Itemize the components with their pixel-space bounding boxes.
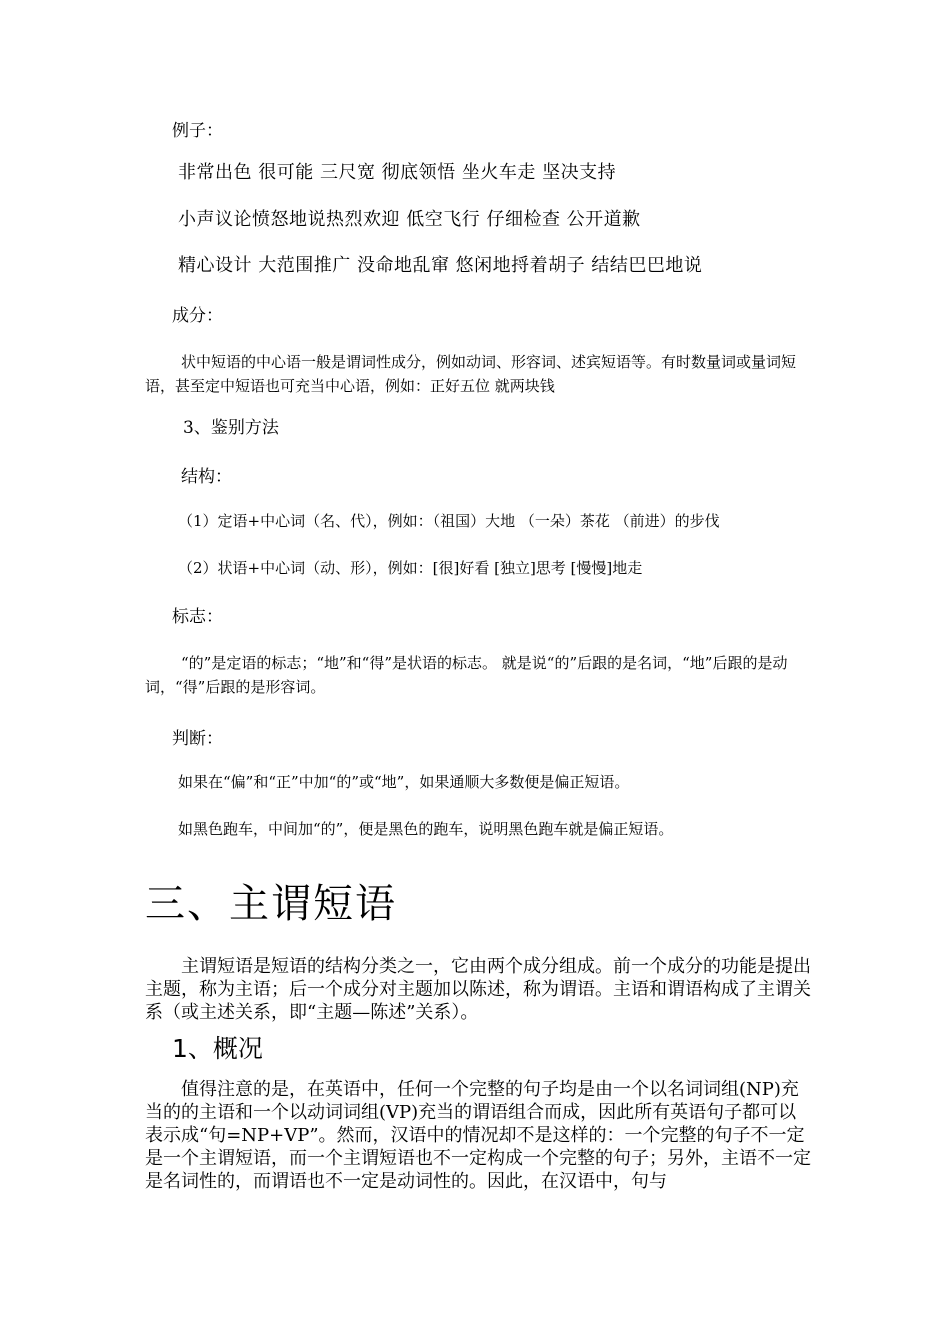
components-paragraph: 状中短语的中心语一般是谓词性成分，例如动词、形容词、述宾短语等。有时数量词或量词短语，甚至定中短语也可充当中心语，例如：正好五位 就两块钱 (145, 353, 797, 395)
example-line-1: 非常出色 很可能 三尺宽 彻底领悟 坐火车走 坚决支持 (178, 162, 617, 183)
overview-paragraph: 值得注意的是，在英语中，任何一个完整的句子均是由一个以名词词组(NP)充当的的主语和一个以动词词组(VP)充当的谓语组合而成，因此所有英语句子都可以表示成“句=NP+VP”。然而，汉语中的情况却不是这样的：一个完整的句子不一定是一个主谓短语，而一个主谓短语也不一定构成一个完整的句子；另外，主语不一定是名词性的，而谓语也不一定是动词性的。因此，在汉语中，句与 (145, 1079, 811, 1192)
components-heading: 成分： (172, 306, 223, 326)
structure-heading: 结构： (181, 467, 232, 487)
example-line-3: 精心设计 大范围推广 没命地乱窜 悠闲地捋着胡子 结结巴巴地说 (178, 255, 703, 276)
section-title: 三、主谓短语 (145, 881, 397, 927)
method-heading: 3、鉴别方法 (183, 418, 279, 438)
section-intro-paragraph: 主谓短语是短语的结构分类之一，它由两个成分组成。前一个成分的功能是提出主题，称为主语；后一个成分对主题加以陈述，称为谓语。主语和谓语构成了主谓关系（或主述关系，即“主题—陈述”关系）。 (145, 956, 811, 1023)
judge-item-1: 如果在“偏”和“正”中加“的”或“地”，如果通顺大多数便是偏正短语。 (178, 773, 630, 791)
structure-item-2: （2）状语+中心词（动、形），例如：[很]好看 [独立]思考 [慢慢]地走 (178, 559, 643, 577)
structure-item-1: （1）定语+中心词（名、代），例如：（祖国）大地 （一朵）茶花 （前进）的步伐 (178, 512, 720, 530)
marker-paragraph: “的”是定语的标志；“地”和“得”是状语的标志。 就是说“的”后跟的是名词，“地”后跟的是动词，“得”后跟的是形容词。 (145, 654, 788, 696)
example-line-2: 小声议论愤怒地说热烈欢迎 低空飞行 仔细检查 公开道歉 (178, 209, 641, 230)
judge-item-2: 如黑色跑车，中间加“的”，便是黑色的跑车，说明黑色跑车就是偏正短语。 (178, 820, 674, 838)
examples-heading: 例子： (172, 121, 223, 141)
marker-heading: 标志： (172, 607, 223, 627)
overview-title: 1、概况 (172, 1034, 263, 1063)
judge-heading: 判断： (172, 729, 223, 749)
